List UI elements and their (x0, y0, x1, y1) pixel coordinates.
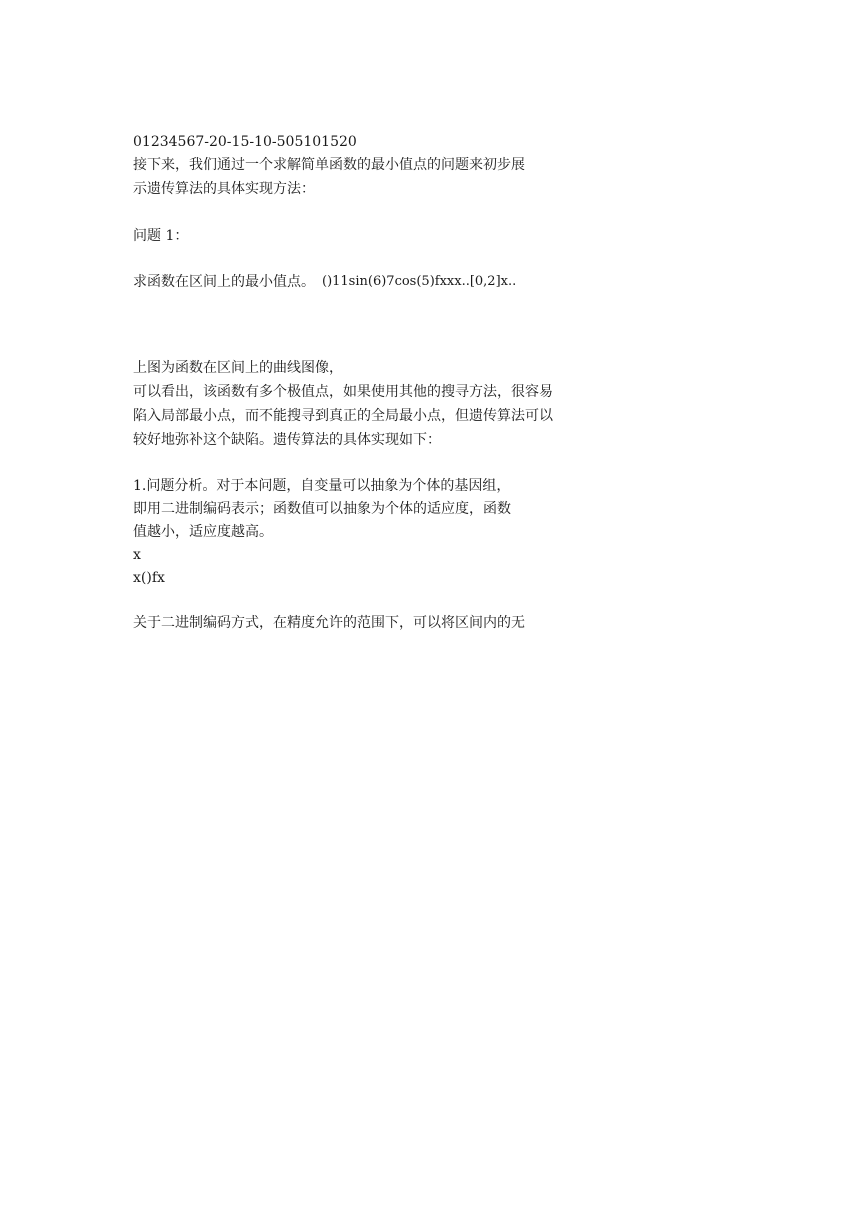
problem-statement: 求函数在区间上的最小值点。 (133, 274, 315, 290)
variable-label-fx: x()fx (133, 570, 165, 586)
paragraph-figure-line-1: 上图为函数在区间上的曲线图像， (133, 360, 343, 376)
paragraph-figure-line-2: 可以看出，该函数有多个极值点，如果使用其他的搜寻方法，很容易 (133, 384, 553, 400)
problem-heading: 问题 1： (133, 228, 189, 244)
variable-label-x: x (133, 547, 141, 563)
paragraph-figure-line-3: 陷入局部最小点，而不能搜寻到真正的全局最小点，但遗传算法可以 (133, 408, 553, 424)
problem-formula: ()11sin(6)7cos(5)fxxx..[0,2]x.. (322, 274, 517, 289)
axis-tick-residue-line: 01234567-20-15-10-505101520 (133, 134, 357, 150)
encoding-paragraph-line-1: 关于二进制编码方式，在精度允许的范围下，可以将区间内的无 (133, 615, 525, 631)
analysis-line-1: 1.问题分析。对于本问题，自变量可以抽象为个体的基因组， (133, 478, 511, 494)
analysis-line-3: 值越小，适应度越高。 (133, 524, 273, 540)
analysis-line-2: 即用二进制编码表示；函数值可以抽象为个体的适应度，函数 (133, 501, 511, 517)
paragraph-intro-line-2: 示遗传算法的具体实现方法： (133, 181, 315, 197)
paragraph-intro-line-1: 接下来，我们通过一个求解简单函数的最小值点的问题来初步展 (133, 157, 525, 173)
paragraph-figure-line-4: 较好地弥补这个缺陷。遗传算法的具体实现如下： (133, 432, 441, 448)
